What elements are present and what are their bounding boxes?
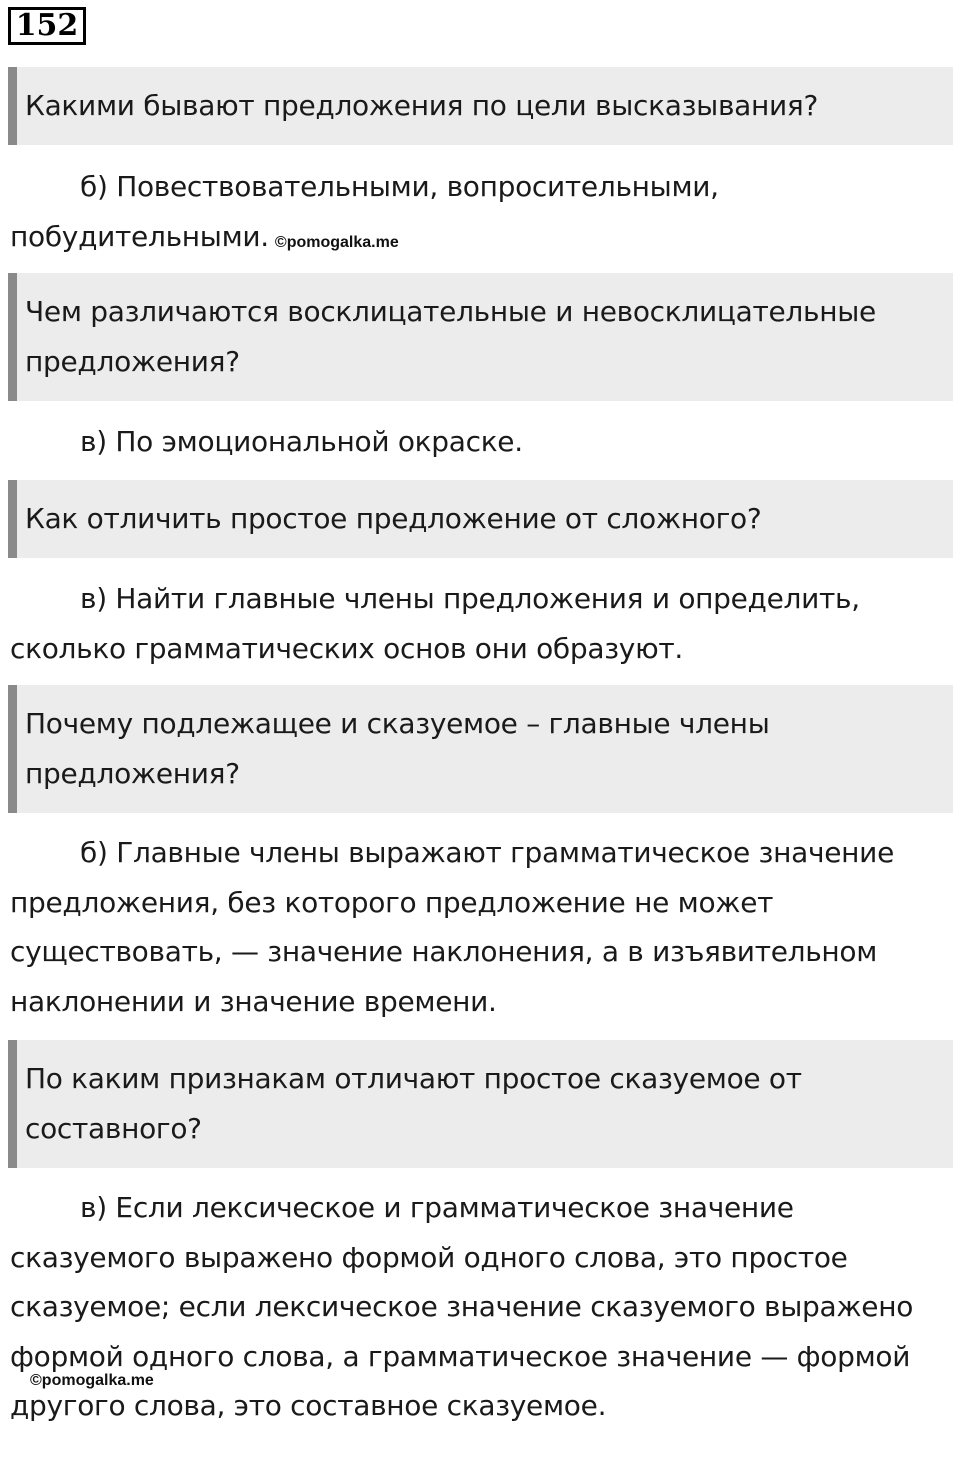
question-1-text: Какими бывают предложения по цели высказывания? [25, 89, 819, 122]
answer-3 [10, 574, 955, 673]
answer-2-text: в) По эмоциональной окраске. [80, 425, 523, 458]
question-3 [8, 480, 953, 558]
answer-5-text: в) Если лексическое и грамматическое значение сказуемого выражено формой одного слова, это простое сказуемое; если лексическое значение сказуемого выражено формой одного слова, а грамматическое значение — формой другого слова, это составное сказуемое. [10, 1191, 914, 1422]
answer-1-text: б) Повествовательными, вопросительными, побудительными. [10, 170, 719, 253]
watermark-inline: ©pomogalka.me [274, 233, 399, 251]
answer-4 [10, 828, 955, 1026]
watermark-overlay: ©pomogalka.me [30, 1372, 154, 1389]
answer-4-text: б) Главные члены выражают грамматическое значение предложения, без которого предложение не может существовать, — значение наклонения, а в изъявительном наклонении и значение времени. [10, 836, 894, 1018]
question-2-text: Чем различаются восклицательные и невосклицательные предложения? [25, 295, 876, 378]
answer-2 [10, 417, 955, 467]
exercise-number: 152 [8, 7, 86, 45]
question-2 [8, 273, 953, 401]
answer-5 [10, 1183, 955, 1431]
answer-3-text: в) Найти главные члены предложения и определить, сколько грамматических основ они образуют. [10, 582, 860, 665]
question-4-text: Почему подлежащее и сказуемое – главные члены предложения? [25, 707, 770, 790]
question-1 [8, 67, 953, 145]
question-4 [8, 685, 953, 813]
question-5-text: По каким признакам отличают простое сказуемое от составного? [25, 1062, 802, 1145]
question-5 [8, 1040, 953, 1168]
question-3-text: Как отличить простое предложение от сложного? [25, 502, 762, 535]
answer-1 [10, 162, 955, 267]
